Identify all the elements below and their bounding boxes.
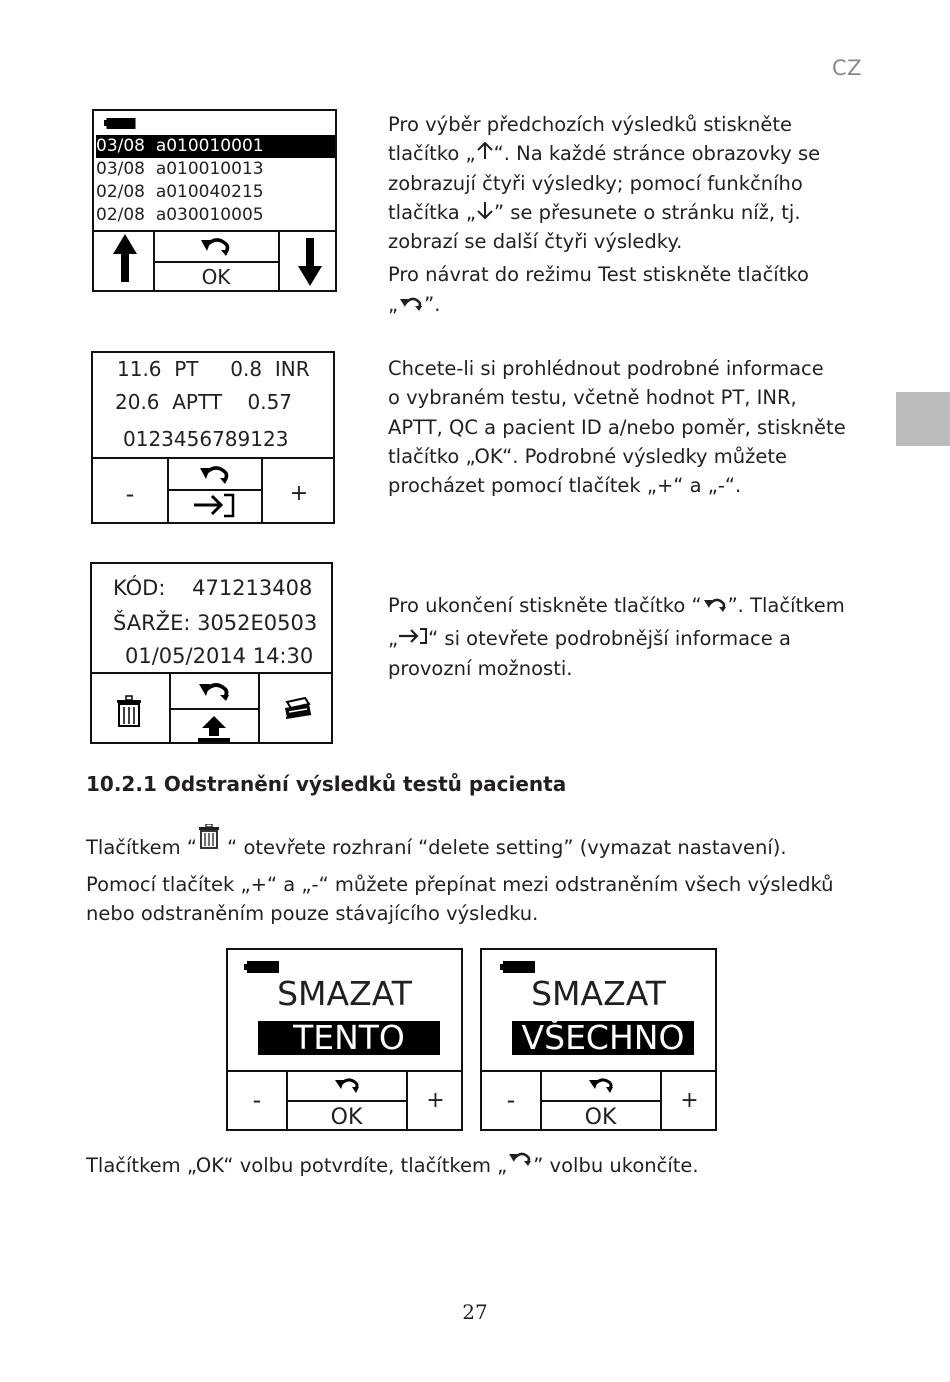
arrow-down-icon [280, 232, 337, 290]
text-line: procházet pomocí tlačítek „+“ a „-“. [388, 474, 742, 498]
delete-button[interactable] [92, 674, 169, 744]
text-line: zobrazí se další čtyři výsledky. [388, 230, 683, 254]
delete-current-screen [226, 948, 463, 1131]
arrow-up-icon [476, 142, 494, 160]
text-line: Pro ukončení stiskněte tlačítko “ ”. Tlačítkem [388, 594, 845, 617]
result-detail-screen [91, 351, 335, 524]
instructions-list-navigation [388, 110, 868, 319]
text-line: o vybraném testu, včetně hodnot PT, INR, [388, 386, 797, 410]
language-code: CZ [832, 56, 863, 80]
paragraph-toggle-options [86, 870, 906, 929]
back-button[interactable] [541, 1072, 660, 1100]
back-button[interactable] [287, 1072, 406, 1100]
back-button[interactable] [154, 232, 278, 261]
delete-option-selected[interactable]: VŠECHNO [512, 1021, 694, 1055]
enter-icon [398, 627, 428, 645]
delete-title: SMAZAT [277, 974, 412, 1013]
return-icon [168, 459, 261, 489]
ok-button[interactable]: OK [201, 265, 231, 289]
trash-icon [197, 824, 221, 850]
text-line: Pro výběr předchozích výsledků stiskněte [388, 113, 793, 136]
text-line: „ ”. [388, 292, 441, 316]
back-button[interactable] [168, 459, 261, 489]
arrow-down-icon [476, 201, 494, 219]
print-button[interactable] [259, 674, 333, 744]
enter-icon [168, 491, 261, 522]
patient-id: 0123456789123 [123, 427, 289, 451]
text-line: tlačítko „OK“. Podrobné výsledky můžete [388, 444, 788, 468]
text-line: Pomocí tlačítek „+“ a „-“ můžete přepínat mezi odstraněním všech výsledků [86, 873, 834, 896]
aptt-values: 20.6 APTT 0.57 [115, 390, 293, 414]
battery-icon [104, 114, 136, 125]
list-item[interactable]: 03/08 a010010001 [96, 135, 336, 158]
paragraph-confirm: Tlačítkem „OK“ volbu potvrdíte, tlačítkem „ ” volbu ukončíte. [86, 1150, 906, 1180]
upload-button[interactable] [170, 710, 258, 744]
arrow-down-button[interactable] [280, 232, 337, 290]
text-line: provozní možnosti. [388, 656, 573, 680]
pt-inr-values: 11.6 PT 0.8 INR [117, 357, 310, 381]
delete-all-screen [480, 948, 717, 1131]
return-icon [541, 1072, 660, 1100]
detail-button[interactable] [168, 491, 261, 522]
instructions-detail-view [388, 354, 878, 500]
text-line: nebo odstraněním pouze stávajícího výsledku. [86, 902, 539, 926]
return-icon [398, 295, 424, 311]
text-line: „ “ si otevřete podrobnější informace a [388, 627, 791, 651]
arrow-up-icon [94, 232, 153, 290]
date-time: 01/05/2014 14:30 [125, 644, 314, 668]
ok-button[interactable]: OK [584, 1105, 617, 1130]
text-line: zobrazují čtyři výsledky; pomocí funkčního [388, 171, 803, 195]
plus-button[interactable]: + [426, 1088, 445, 1113]
return-icon [702, 596, 728, 612]
text-line: Pro návrat do režimu Test stiskněte tlačítko [388, 263, 809, 287]
printer-icon [259, 674, 333, 744]
section-heading: 10.2.1 Odstranění výsledků testů pacienta [86, 772, 567, 796]
return-icon [287, 1072, 406, 1100]
paragraph-delete-setting: Tlačítkem “ “ otevřete rozhraní “delete setting” (vymazat nastavení). [86, 824, 886, 862]
results-list-screen [92, 109, 337, 292]
test-strip-info-screen [90, 562, 333, 744]
minus-button[interactable]: - [506, 1086, 516, 1114]
delete-title: SMAZAT [531, 974, 666, 1013]
minus-button[interactable]: - [252, 1086, 262, 1114]
ok-button[interactable]: OK [330, 1105, 363, 1130]
text-line: tlačítka „ ” se přesunete o stránku níž, tj. [388, 200, 801, 224]
minus-button[interactable]: - [125, 480, 135, 508]
return-icon [507, 1150, 533, 1166]
battery-icon [244, 958, 280, 970]
section-tab-marker [896, 392, 950, 446]
text-line: tlačítko „ “. Na každé stránce obrazovky se [388, 142, 821, 166]
text-line: APTT, QC a pacient ID a/nebo poměr, stiskněte [388, 415, 846, 439]
plus-button[interactable]: + [680, 1088, 699, 1113]
back-button[interactable] [170, 674, 258, 708]
return-icon [170, 674, 258, 708]
list-item[interactable]: 02/08 a030010005 [96, 205, 264, 225]
list-item[interactable]: 02/08 a010040215 [96, 182, 264, 202]
battery-icon [500, 958, 536, 970]
plus-button[interactable]: + [289, 481, 309, 506]
arrow-up-button[interactable] [94, 232, 153, 290]
return-icon [154, 232, 278, 261]
list-item[interactable]: 03/08 a010010013 [96, 159, 264, 179]
lot-value: ŠARŽE: 3052E0503 [113, 611, 318, 635]
delete-option-selected[interactable]: TENTO [258, 1021, 440, 1055]
text-line: Chcete-li si prohlédnout podrobné informace [388, 357, 824, 380]
instructions-exit-detail [388, 591, 888, 683]
upload-icon [170, 710, 258, 744]
trash-icon [92, 674, 169, 744]
code-value: KÓD: 471213408 [113, 576, 313, 600]
page-number: 27 [462, 1300, 488, 1324]
